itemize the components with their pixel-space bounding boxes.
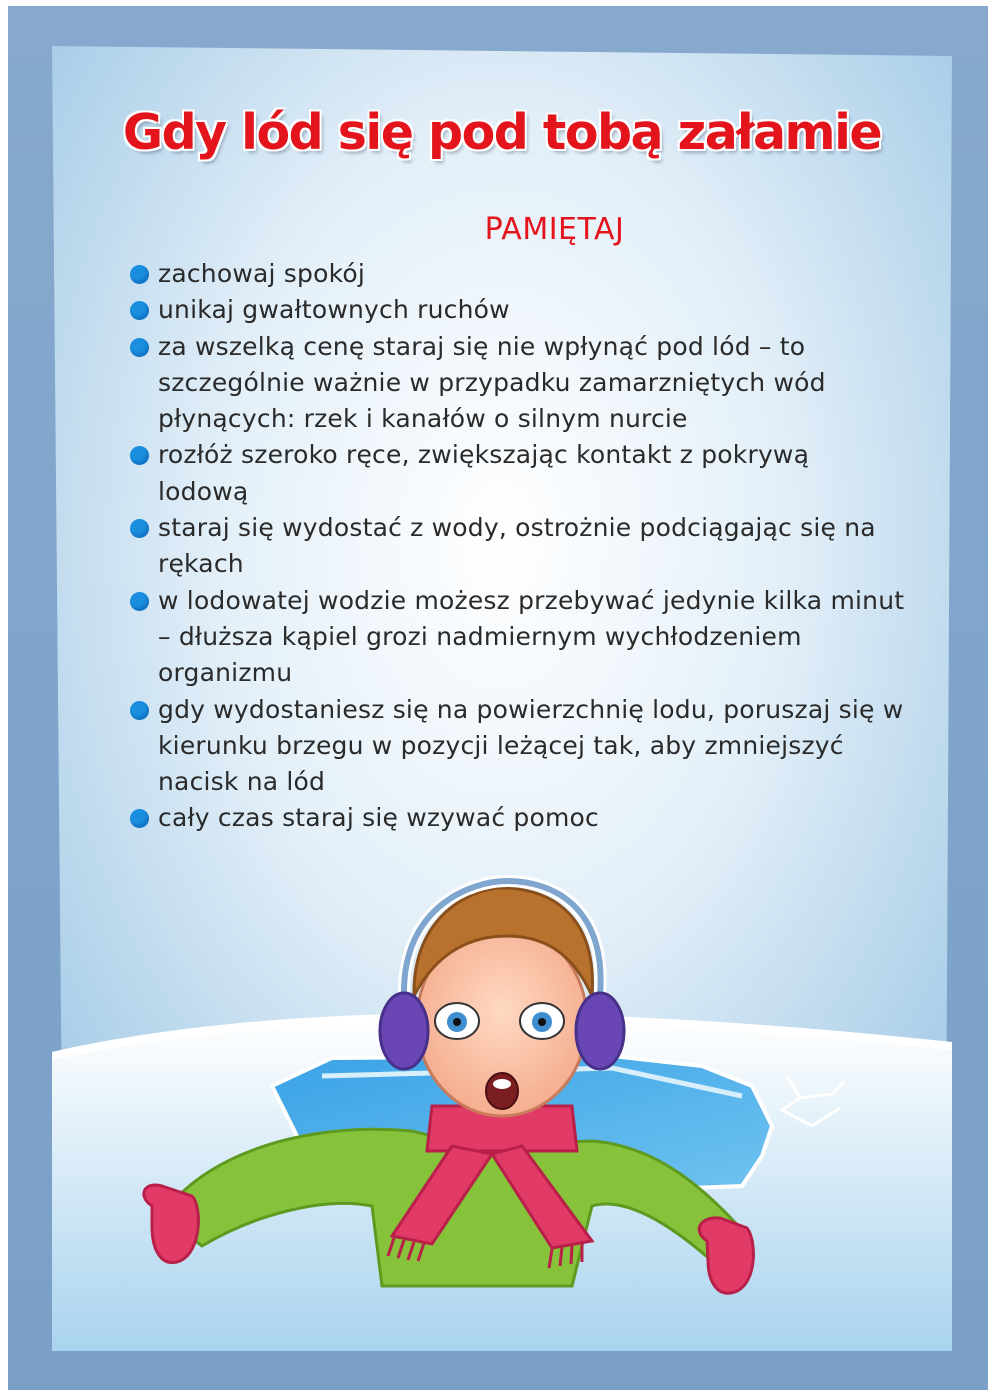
tip-text: unikaj gwałtownych ruchów xyxy=(158,295,510,325)
tip-text: za wszelką cenę staraj się nie wpłynąć pod lód – to szczególnie ważnie w przypadku zamarzniętych wód płynących: rzek i kanałów o silnym nurcie xyxy=(158,331,826,434)
mouth xyxy=(486,1073,518,1109)
tip-text: gdy wydostaniesz się na powierzchnię lodu, poruszaj się w kierunku brzegu w pozycji leżącej tak, aby zmniejszyć nacisk na lód xyxy=(158,694,904,797)
tip-text: zachowaj spokój xyxy=(158,259,366,288)
tip-text: staraj się wydostać z wody, ostrożnie podciągając się na rękach xyxy=(158,513,876,579)
poster-title: Gdy lód się pod tobą załamie xyxy=(122,104,882,161)
head xyxy=(414,888,593,1116)
poster xyxy=(52,46,952,1351)
tip-text: cały czas staraj się wzywać pomoc xyxy=(158,803,599,833)
tip-text: w lodowatej wodzie możesz przebywać jedynie kilka minut – dłuższa kąpiel grozi nadmiernym wychłodzeniem organizmu xyxy=(158,585,905,688)
tip-text: rozłóż szeroko ręce, zwiększając kontakt z pokrywą lodową xyxy=(158,440,810,506)
child-in-ice-illustration xyxy=(52,46,952,1351)
poster-subtitle: PAMIĘTAJ xyxy=(484,212,625,247)
poster-frame xyxy=(8,6,988,1390)
